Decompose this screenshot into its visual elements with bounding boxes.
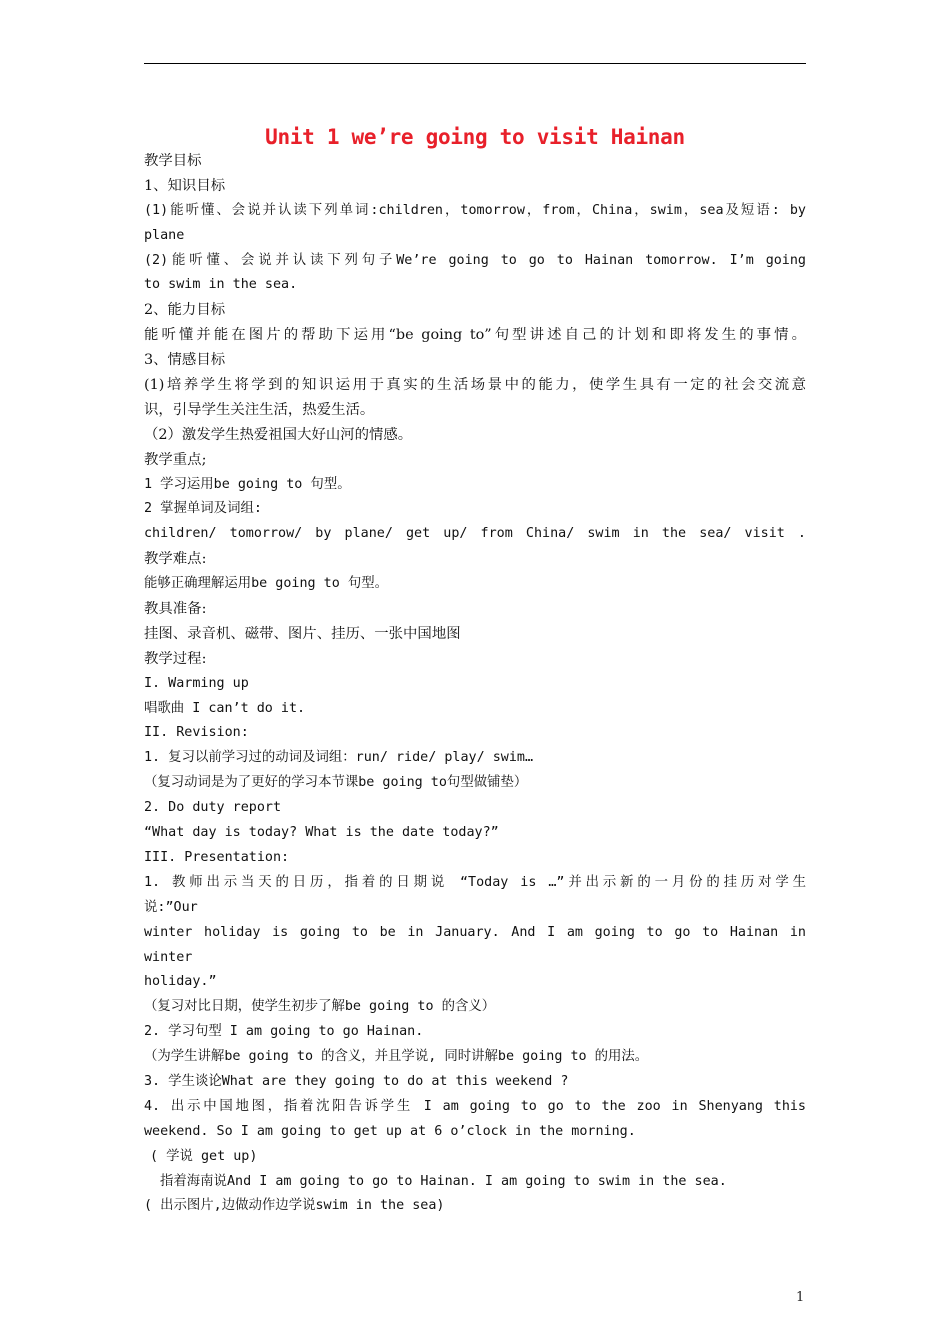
section-warming-up: I. Warming up xyxy=(144,675,249,691)
document-body xyxy=(144,149,806,1219)
heading-knowledge-goals: 1、知识目标 xyxy=(144,177,226,194)
heading-teaching-process: 教学过程: xyxy=(144,650,207,667)
body-line: (1)培养学生将学到的知识运用于真实的生活场景中的能力，使学生具有一定的社会交流意 xyxy=(144,377,806,394)
body-line: 1 学习运用be going to 句型。 xyxy=(144,476,351,492)
body-line: 2 掌握单词及词组: xyxy=(144,501,262,517)
body-line: 唱歌曲 I can’t do it. xyxy=(144,700,306,716)
body-line: 4. 出示中国地图，指着沈阳告诉学生 I am going to go to the zoo in Shenyang this xyxy=(144,1098,806,1114)
document-title: Unit 1 we’re going to visit Hainan xyxy=(265,125,685,149)
body-line: to swim in the sea. xyxy=(144,277,298,293)
body-line: 1. 复习以前学习过的动词及词组：run/ ride/ play/ swim… xyxy=(144,750,534,766)
header-rule xyxy=(144,63,806,64)
heading-key-points: 教学重点; xyxy=(144,451,207,468)
body-line: 3. 学生谈论What are they going to do at this weekend ? xyxy=(144,1073,569,1089)
page-number: 1 xyxy=(796,1290,805,1305)
body-line: (1)能听懂、会说并认读下列单词:children，tomorrow，from，China，swim，sea及短语: by xyxy=(144,202,806,218)
section-presentation: III. Presentation: xyxy=(144,849,290,865)
body-line: 能听懂并能在图片的帮助下运用“be going to”句型讲述自己的计划和即将发生的事情。 xyxy=(144,327,806,344)
body-line: plane xyxy=(144,227,185,243)
body-line: 识，引导学生关注生活，热爱生活。 xyxy=(144,401,375,418)
body-line: ( 出示图片,边做动作边学说swim in the sea) xyxy=(144,1198,445,1214)
body-line: 能够正确理解运用be going to 句型。 xyxy=(144,576,389,592)
body-line: ( 学说 get up) xyxy=(150,1148,258,1164)
body-line: 指着海南说And I am going to go to Hainan. I am going to swim in the sea. xyxy=(160,1173,727,1189)
body-line: （2）激发学生热爱祖国大好山河的情感。 xyxy=(144,426,413,443)
heading-teaching-goals: 教学目标 xyxy=(144,153,202,169)
body-line: (2)能听懂、会说并认读下列句子We’re going to go to Hainan tomorrow. I’m going xyxy=(144,252,806,268)
heading-teaching-aids: 教具准备: xyxy=(144,601,207,618)
body-line: 挂图、录音机、磁带、图片、挂历、一张中国地图 xyxy=(144,625,461,642)
body-line: children/ tomorrow/ by plane/ get up/ from China/ swim in the sea/ visit . xyxy=(144,526,806,542)
body-line: 1. 教师出示当天的日历，指着的日期说 “Today is …”并出示新的一月份的挂历对学生 xyxy=(144,874,806,890)
body-line: holiday.” xyxy=(144,974,217,990)
body-line: （复习对比日期，使学生初步了解be going to 的含义） xyxy=(144,999,496,1015)
body-line: winter xyxy=(144,949,193,965)
heading-difficult-points: 教学难点: xyxy=(144,551,207,568)
body-line: 说:”Our xyxy=(144,899,198,915)
body-line: 2. 学习句型 I am going to go Hainan. xyxy=(144,1024,424,1040)
body-line: 2. Do duty report xyxy=(144,800,282,816)
section-revision: II. Revision: xyxy=(144,725,249,741)
body-line: （为学生讲解be going to 的含义，并且学说, 同时讲解be going to 的用法。 xyxy=(144,1049,649,1065)
body-line: weekend. So I am going to get up at 6 o’clock in the morning. xyxy=(144,1123,636,1139)
body-line: winter holiday is going to be in January. And I am going to go to Hainan in xyxy=(144,924,806,940)
heading-ability-goals: 2、能力目标 xyxy=(144,302,226,319)
heading-emotional-goals: 3、情感目标 xyxy=(144,352,226,369)
body-line: （复习动词是为了更好的学习本节课be going to句型做铺垫） xyxy=(144,775,528,791)
body-line: “What day is today? What is the date today?” xyxy=(144,825,499,841)
